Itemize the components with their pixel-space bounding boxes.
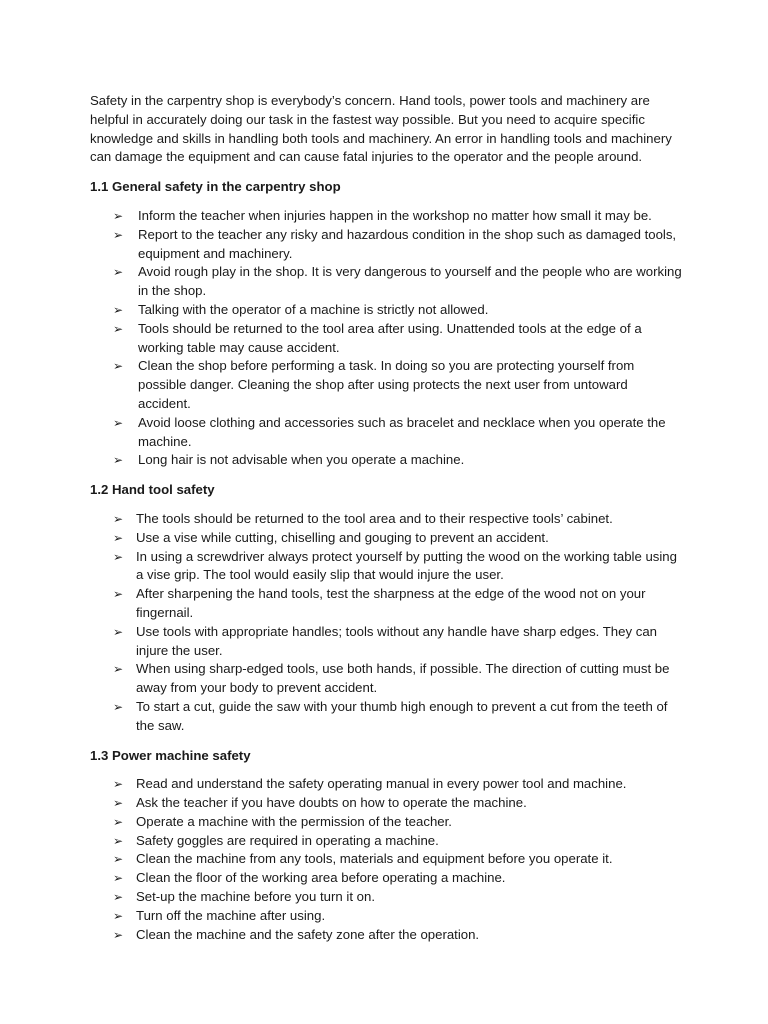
list-item-text: Avoid rough play in the shop. It is very dangerous to yourself and the people who are working in the shop. bbox=[138, 264, 682, 299]
arrowhead-bullet-icon: ➢ bbox=[113, 777, 124, 792]
list-item-text: Inform the teacher when injuries happen in the workshop no matter how small it may be. bbox=[138, 207, 652, 223]
list-item-text: Turn off the machine after using. bbox=[136, 907, 326, 923]
list-item bbox=[90, 510, 682, 529]
arrowhead-bullet-icon: ➢ bbox=[113, 453, 124, 468]
section-power-machine-safety bbox=[90, 747, 682, 945]
list-item bbox=[90, 869, 682, 888]
arrowhead-bullet-icon: ➢ bbox=[113, 321, 124, 336]
list-item-text: Operate a machine with the permission of the teacher. bbox=[136, 813, 452, 829]
arrowhead-bullet-icon: ➢ bbox=[113, 833, 124, 848]
list-item bbox=[90, 926, 682, 945]
list-item bbox=[90, 775, 682, 794]
list-item-text: Clean the shop before performing a task. In doing so you are protecting yourself from possible danger. Cleaning the shop after using protects the next user from untoward accident. bbox=[138, 358, 635, 411]
list-item-text: The tools should be returned to the tool area and to their respective tools’ cabinet. bbox=[136, 510, 613, 526]
arrowhead-bullet-icon: ➢ bbox=[113, 587, 124, 602]
list-item-text: When using sharp-edged tools, use both hands, if possible. The direction of cutting must be away from your body to prevent accident. bbox=[136, 661, 670, 696]
arrowhead-bullet-icon: ➢ bbox=[113, 871, 124, 886]
arrowhead-bullet-icon: ➢ bbox=[113, 814, 124, 829]
section-heading: 1.2 Hand tool safety bbox=[90, 482, 215, 498]
list-item bbox=[90, 660, 682, 698]
list-item bbox=[90, 451, 682, 470]
list-item bbox=[90, 301, 682, 320]
arrowhead-bullet-icon: ➢ bbox=[113, 662, 124, 677]
list-item-text: Use a vise while cutting, chiselling and gouging to prevent an accident. bbox=[136, 529, 549, 545]
list-item-text: Clean the machine from any tools, materials and equipment before you operate it. bbox=[136, 851, 613, 867]
section-general-safety bbox=[90, 178, 682, 470]
list-item bbox=[90, 529, 682, 548]
arrowhead-bullet-icon: ➢ bbox=[113, 227, 124, 242]
list-item bbox=[90, 357, 682, 413]
list-item bbox=[90, 320, 682, 358]
list-item bbox=[90, 263, 682, 301]
list-item bbox=[90, 850, 682, 869]
list-item bbox=[90, 623, 682, 661]
arrowhead-bullet-icon: ➢ bbox=[113, 530, 124, 545]
arrowhead-bullet-icon: ➢ bbox=[113, 549, 124, 564]
list-item-text: Clean the machine and the safety zone after the operation. bbox=[136, 926, 480, 942]
section-heading: 1.3 Power machine safety bbox=[90, 747, 251, 763]
bullet-list bbox=[90, 775, 682, 944]
arrowhead-bullet-icon: ➢ bbox=[113, 852, 124, 867]
arrowhead-bullet-icon: ➢ bbox=[113, 699, 124, 714]
list-item-text: Tools should be returned to the tool area after using. Unattended tools at the edge of a working table may cause accident. bbox=[138, 320, 642, 355]
intro-paragraph: Safety in the carpentry shop is everybody’s concern. Hand tools, power tools and machinery are helpful in accurately doing our task in the fastest way possible. But you need to acquire specific knowledge and skills in handling both tools and machinery. An error in handling tools and machinery can damage the equipment and can cause fatal injuries to the operator and the people around. bbox=[90, 93, 672, 165]
arrowhead-bullet-icon: ➢ bbox=[113, 908, 124, 923]
arrowhead-bullet-icon: ➢ bbox=[113, 208, 124, 223]
list-item bbox=[90, 794, 682, 813]
arrowhead-bullet-icon: ➢ bbox=[113, 511, 124, 526]
list-item bbox=[90, 832, 682, 851]
section-heading: 1.1 General safety in the carpentry shop bbox=[90, 179, 341, 195]
list-item-text: Safety goggles are required in operating a machine. bbox=[136, 832, 439, 848]
bullet-list bbox=[90, 510, 682, 736]
list-item bbox=[90, 907, 682, 926]
list-item-text: Report to the teacher any risky and hazardous condition in the shop such as damaged tools, equipment and machinery. bbox=[138, 226, 677, 261]
arrowhead-bullet-icon: ➢ bbox=[113, 265, 124, 280]
arrowhead-bullet-icon: ➢ bbox=[113, 796, 124, 811]
list-item-text: Set-up the machine before you turn it on. bbox=[136, 889, 375, 905]
list-item-text: To start a cut, guide the saw with your thumb high enough to prevent a cut from the teeth of the saw. bbox=[136, 698, 668, 733]
list-item bbox=[90, 698, 682, 736]
list-item-text: Avoid loose clothing and accessories such as bracelet and necklace when you operate the machine. bbox=[138, 414, 666, 449]
list-item bbox=[90, 888, 682, 907]
bullet-list bbox=[90, 207, 682, 470]
list-item-text: Clean the floor of the working area before operating a machine. bbox=[136, 870, 506, 886]
list-item-text: Read and understand the safety operating manual in every power tool and machine. bbox=[136, 776, 627, 792]
arrowhead-bullet-icon: ➢ bbox=[113, 415, 124, 430]
list-item bbox=[90, 226, 682, 264]
arrowhead-bullet-icon: ➢ bbox=[113, 927, 124, 942]
list-item bbox=[90, 548, 682, 586]
arrowhead-bullet-icon: ➢ bbox=[113, 890, 124, 905]
list-item-text: Talking with the operator of a machine is strictly not allowed. bbox=[138, 301, 489, 317]
list-item-text: Ask the teacher if you have doubts on how to operate the machine. bbox=[136, 795, 527, 811]
list-item bbox=[90, 207, 682, 226]
list-item-text: Use tools with appropriate handles; tools without any handle have sharp edges. They can injure the user. bbox=[136, 623, 657, 658]
list-item-text: Long hair is not advisable when you operate a machine. bbox=[138, 452, 465, 468]
arrowhead-bullet-icon: ➢ bbox=[113, 624, 124, 639]
arrowhead-bullet-icon: ➢ bbox=[113, 302, 124, 317]
document-page bbox=[90, 92, 682, 944]
section-hand-tool-safety bbox=[90, 481, 682, 735]
list-item bbox=[90, 585, 682, 623]
list-item-text: In using a screwdriver always protect yourself by putting the wood on the working table using a vise grip. The tool would easily slip that would injure the user. bbox=[136, 548, 677, 583]
arrowhead-bullet-icon: ➢ bbox=[113, 359, 124, 374]
list-item-text: After sharpening the hand tools, test the sharpness at the edge of the wood not on your fingernail. bbox=[136, 586, 646, 620]
list-item bbox=[90, 414, 682, 452]
list-item bbox=[90, 813, 682, 832]
